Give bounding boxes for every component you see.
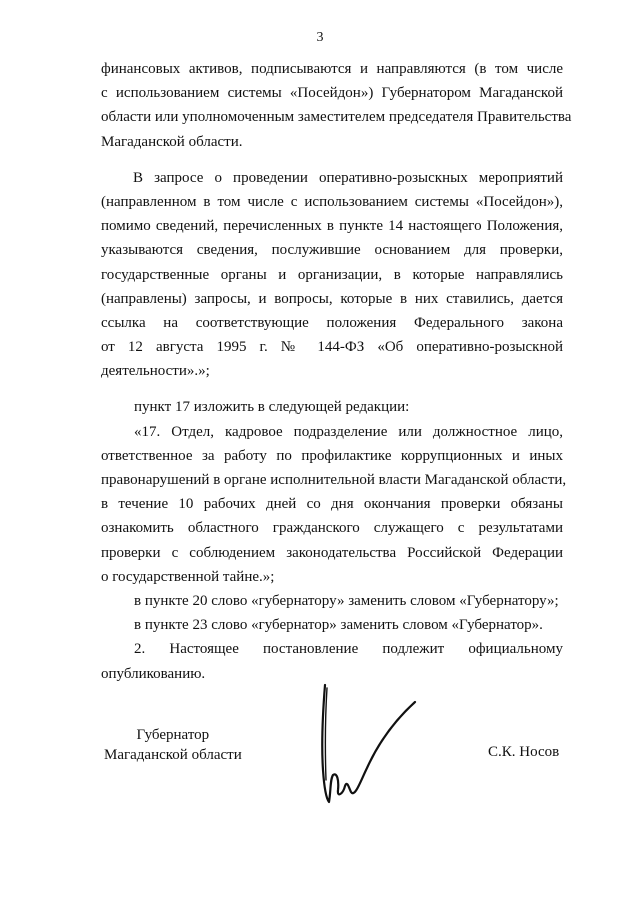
signatory-title [104, 725, 242, 765]
text-line: ознакомить областного гражданского служащего с результатами [101, 520, 563, 537]
text-line: финансовых активов, подписываются и направляются (в том числе [101, 61, 563, 77]
text-line: с использованием системы «Посейдон») Губернатором Магаданской [101, 85, 563, 102]
text-line: деятельности».»; [101, 363, 210, 380]
signatory-title-line-1: Губернатор [136, 727, 210, 743]
paragraph-gap [101, 154, 563, 166]
text-line: области или уполномоченным заместителем председателя Правительства [101, 109, 572, 126]
text-line: В запросе о проведении оперативно-розыскных мероприятий [133, 169, 563, 186]
text-line: государственные органы и организации, в которые направлялись [101, 266, 563, 283]
text-line: в течение 10 рабочих дней со дня окончания проверки обязаны [101, 496, 563, 513]
document-body [101, 57, 572, 686]
signatory-name: С.К. Носов [488, 744, 560, 760]
handwritten-signature [305, 680, 425, 810]
text-line: ссылка на соответствующие положения Федерального закона [101, 314, 563, 331]
text-line: (направлены) запросы, и вопросы, которые в них ставились, дается [101, 290, 563, 307]
text-line: правонарушений в органе исполнительной власти Магаданской области, [101, 472, 567, 488]
text-line: указываются сведения, послужившие основанием для проверки, [101, 242, 563, 259]
text-line: «17. Отдел, кадровое подразделение или должностное лицо, [134, 423, 563, 440]
text-line: от 12 августа 1995 г. № 144-ФЗ «Об оперативно-розыскной [101, 339, 563, 356]
text-line: проверки с соблюдением законодательства Российской Федерации [101, 544, 563, 561]
text-line: (направленном в том числе с использованием системы «Посейдон»), [101, 193, 563, 210]
text-line: пункт 17 изложить в следующей редакции: [134, 399, 410, 416]
paragraph-gap [101, 383, 563, 395]
signatory-title-line-2: Магаданской области [104, 747, 242, 763]
page-number: 3 [316, 30, 324, 45]
text-line: Магаданской области. [101, 133, 243, 150]
text-line: в пункте 23 слово «губернатор» заменить словом «Губернатор». [134, 617, 543, 634]
text-line: опубликованию. [101, 665, 206, 682]
text-line: о государственной тайне.»; [101, 568, 275, 585]
text-line: 2. Настоящее постановление подлежит официальному [134, 641, 563, 658]
text-line: помимо сведений, перечисленных в пункте 14 настоящего Положения, [101, 218, 563, 235]
text-line: ответственное за работу по профилактике коррупционных и иных [101, 447, 563, 464]
text-line: в пункте 20 слово «губернатору» заменить словом «Губернатору»; [134, 592, 559, 609]
